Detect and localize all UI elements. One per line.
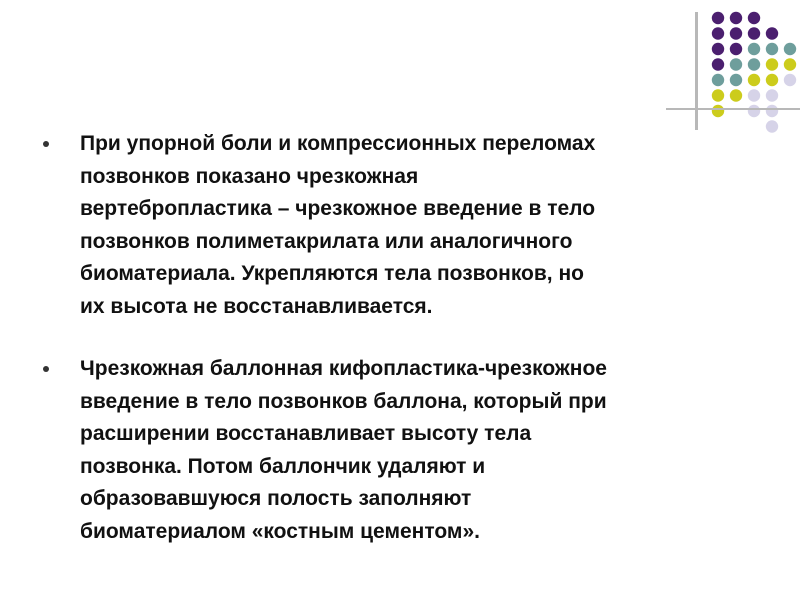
slide-content [40, 128, 760, 578]
bullet-dot-icon [43, 141, 49, 147]
decorative-dot [748, 27, 760, 39]
decorative-dot [748, 74, 760, 86]
decorative-dot [712, 27, 724, 39]
decorative-dot [712, 43, 724, 55]
bullet-line: При упорной боли и компрессионных переломах [80, 132, 596, 155]
bullet-line: образовавшуюся полость заполняют [80, 487, 472, 510]
decorative-dot [766, 120, 778, 132]
decorative-dot [748, 43, 760, 55]
bullet-line: введение в тело позвонков баллона, который при [80, 389, 607, 413]
bullet-item-vertebroplasty [40, 128, 760, 323]
bullet-line: биоматериала. Укрепляются тела позвонков, но [80, 262, 584, 285]
decorative-dot [748, 105, 760, 117]
bullet-line: Чрезкожная баллонная кифопластика-чрезкожное [80, 357, 607, 380]
decorative-dot [730, 58, 742, 70]
bullet-dot-icon [43, 366, 49, 372]
vertical-divider-line [695, 12, 698, 130]
decorative-dot [712, 12, 724, 24]
bullet-line: позвонков полиметакрилата или аналогичного [80, 229, 573, 253]
decorative-dot [748, 58, 760, 70]
bullet-line: позвонков показано чрезкожная [80, 164, 419, 188]
decorative-dot [712, 74, 724, 86]
decorative-dot [766, 89, 778, 101]
decorative-dot [730, 74, 742, 86]
decorative-dot [784, 58, 796, 70]
bullet-line: их высота не восстанавливается. [80, 294, 433, 318]
bullet-line: вертебропластика – чрезкожное введение в тело [80, 197, 596, 220]
decorative-dot [730, 89, 742, 101]
decorative-dot [766, 58, 778, 70]
bullet-item-kyphoplasty [40, 353, 760, 548]
decorative-dot [730, 12, 742, 24]
bullet-line: биоматериалом «костным цементом». [80, 519, 480, 543]
decorative-dot [748, 12, 760, 24]
decorative-dot [784, 43, 796, 55]
decorative-dot [766, 105, 778, 117]
decorative-dot [784, 74, 796, 86]
decorative-dot [730, 27, 742, 39]
decorative-dot [748, 89, 760, 101]
bullet-line: позвонка. Потом баллончик удаляют и [80, 454, 486, 478]
decorative-dot [712, 105, 724, 117]
decorative-dot [766, 27, 778, 39]
decorative-dot [766, 74, 778, 86]
decorative-dot [766, 43, 778, 55]
horizontal-divider-line [666, 108, 800, 110]
decorative-dot [712, 58, 724, 70]
bullet-line: расширении восстанавливает высоту тела [80, 422, 532, 445]
decorative-dot [712, 89, 724, 101]
decorative-dot [730, 43, 742, 55]
